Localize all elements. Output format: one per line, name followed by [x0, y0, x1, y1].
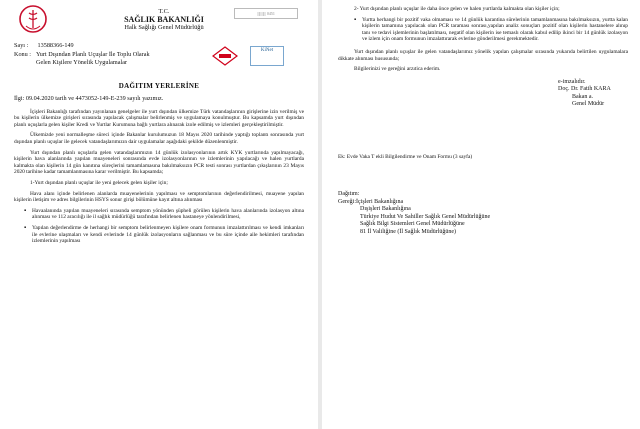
barcode: ||||||||||| 0451	[234, 8, 298, 19]
signature-line: Bakan a.	[572, 93, 593, 100]
org-line: SAĞLIK BAKANLIĞI	[124, 15, 204, 25]
letterhead	[14, 4, 304, 42]
kinet-label: KiNet	[260, 48, 274, 53]
distribution-item: Dışişleri Bakanlığına	[360, 206, 411, 213]
konu-value: Yurt Dışından Planlı Uçuşlar İle Toplu Olarak Gelen Kişilere Yönelik Uygulamalar	[36, 51, 150, 66]
distribution-list	[338, 191, 628, 237]
sayi-row	[14, 42, 74, 50]
reference-line: İlgi: 09.04.2020 tarih ve 4473052-149-E-239 sayılı yazımız.	[14, 95, 164, 102]
distribution-item: Türkiye Hudut Ve Sahiller Sağlık Genel Müdürlüğüne	[360, 213, 491, 220]
sayi-value: 13588366-149	[37, 42, 74, 49]
certification-mark-icon	[212, 46, 238, 66]
distribution-item: Sağlık Bilgi Sistemleri Genel Müdürlüğüne	[360, 221, 465, 228]
section-heading: 1-Yurt dışından planlı uçuşlar ile yeni gelecek gelen kişiler için;	[30, 179, 168, 186]
bullet-item: ▪ Yapılan değerlendirme de herhangi bir semptom belirlenmeyen kişilere onam formunun imzalattırılması ve kendi imkanları ile evlerine ulaşmaları ve kendi evlerinde 14 günlük izolasyonların sağlanması ve bu süre içinde aile hekimleri tarafından izlemlerinin yapılması	[24, 225, 304, 245]
signature-line: e-imzalıdır.	[558, 78, 586, 85]
org-line: T.C.	[158, 8, 170, 15]
signature-line: Genel Müdür	[572, 100, 605, 107]
paragraph: Yurt dışından planlı uçuşlarla gelen vatandaşlarımızın 14 günlük izolasyonlarının artık KYK yurtlarında yapılmayacağı, kişilerin hava alanlarında yapılan muayeneleri sonrasında evde izolasyonlarının ve izlemlerinin yapılacağı ve halen yurtlarda kalmakta olan kişilerin 14 gün kanıtına süreçlerini tamamlamasına bakılmaksızın PCR testi sonrası yurtlardan çıkışlarının 23 Mayıs 2020 tarihine kadar tamamlanmasına karar verilmiştir. Bu kapsamda;	[14, 149, 304, 176]
distribution-label: Dağıtım:	[338, 190, 360, 197]
distribution-item: Gereği:İçişleri Bakanlığına	[338, 198, 404, 205]
paragraph: Yurt dışından planlı uçuşlar ile gelen vatandaşlarımız yönelik yapılan çalışmalar sırasında yukarıda belirtilen uygulamalara dikkate alınması hususunda;	[338, 48, 628, 62]
paragraph: Hava alanı içinde belirlenen alanlarda muayenelerinin yapılması ve semptomlarının değerlendirilmesi, muayene yapılan kişilerin iletişim ve adres bilgilerinin HSYS sonur girişi bölümüne kayıt altına alınması	[14, 190, 304, 204]
ministry-logo-icon	[18, 4, 48, 34]
org-name	[94, 8, 234, 32]
document-page-2	[322, 0, 640, 429]
closing-line: Bilgilerinizi ve gereğini arzıtica ederim.	[354, 66, 441, 73]
document-page-1	[0, 0, 318, 429]
distribution-item: 81 İl Valiliğine (İl Sağlık Müdürlüğüne)	[360, 228, 457, 235]
kinet-certificate	[250, 46, 284, 66]
paragraph: Ülkemizde yeni normalleşme süreci içinde Bakanlar kurulumuzun 18 Mayıs 2020 tarihinde yaptığı toplantı sonrasında yurt dışından planlı uçuşlar ile gelecek vatandaşlarımızın dair uygulamalar aşağıdaki şekilde düzenlenmiştir.	[14, 132, 304, 145]
paragraph: İçişleri Bakanlığı tarafından yayınlanan genelgeler ile yurt dışından ülkemize Türk vatandaşlarının girişlerine izin verilmiş ve bu kişilerin ülkemize girişleri sırasında yapılacak çalışmalar belirlenmiş ve uygulamaya konulmuştur. Bu kapsamda yurt dışından planlı uçuşlarla gelen kişiler Kredi ve Yurtlar Kurumuna bağlı yurtlara alınarak izole edilmiş ve izlemleri gerçekleştirilmiştir.	[14, 108, 304, 128]
attachment-line: Ek: Evde Vaka T ekli Bilgilendirme ve Onam Formu (3 sayfa)	[338, 154, 473, 161]
document-meta	[14, 42, 304, 76]
distribution-heading: DAĞITIM YERLERİNE	[118, 82, 200, 90]
signature-block	[558, 79, 628, 109]
org-line: Halk Sağlığı Genel Müdürlüğü	[124, 24, 204, 32]
sayi-label: Sayı :	[14, 42, 29, 49]
signature-line: Doç. Dr. Fatih KARA	[558, 86, 611, 93]
bullet-item: ▪ Havaalanında yapılan muayeneleri sırasında semptom yönünden şüpheli görülen kişilerin hava alanlarında izolasyon altına alınması ve 112 aracılığı ile il sağlık müdürlüğü tarafından belirlenen hastaneye yönlendirilmesi,	[24, 208, 304, 221]
section-heading: 2- Yurt dışından planlı uçuşlar ile daha önce gelen ve halen yurtlarda kalmakta olan kişiler için;	[354, 6, 560, 12]
konu-label: Konu :	[14, 51, 32, 58]
bullet-item: ▪ Yurtta herhangi bir pozitif vaka olmaması ve 14 günlük karantina sürelerinin tamamlanmasına bakılmaksızın, yurtta kalan kişilerin tamamına yapılacak olan PCR taraması sonrası,yapılan analiz sonuçları pozitif olan kişilerin hastanelere alınıp tanı ve tedavi işlemlerinin başlatılması, negatif olan kişilerin ise temaslı olarak kabul edilip ikinci bir 14 günlük izolasyon ve izlem için onam formunun imzalattırarak evlerine gönderilmesi gerekmektedir.	[354, 17, 628, 43]
konu-row	[14, 51, 164, 66]
